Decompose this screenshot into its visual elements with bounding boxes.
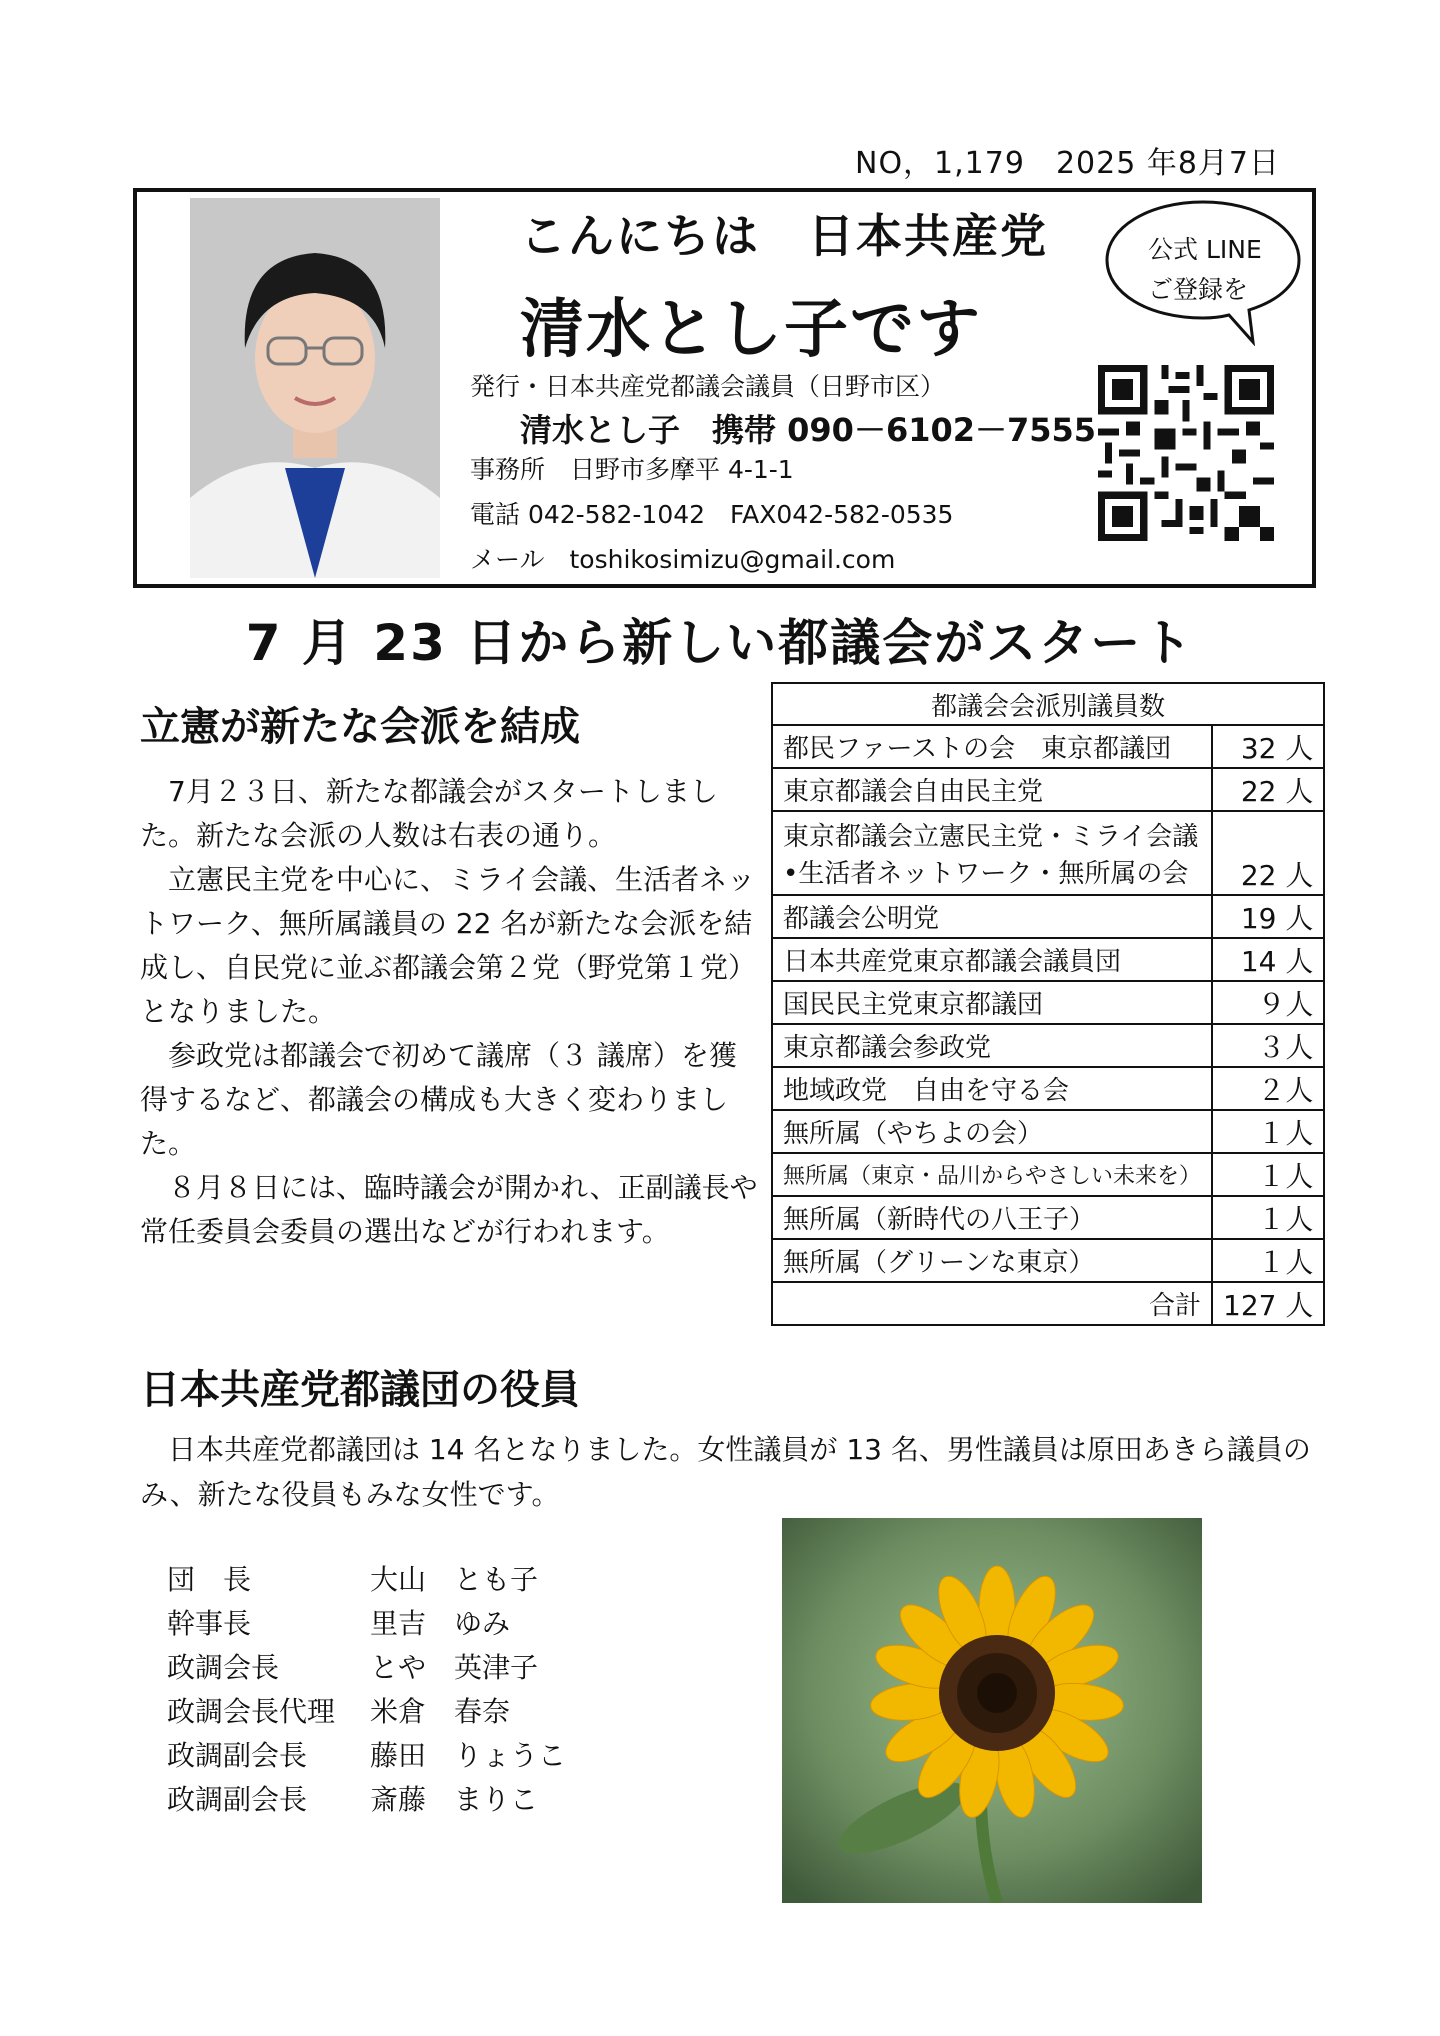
table-row	[772, 768, 1324, 811]
faction-seat-table	[771, 682, 1325, 1326]
faction-name: 日本共産党東京都議会議員団	[772, 938, 1212, 981]
table-total-row	[772, 1282, 1324, 1325]
officer-row	[167, 1734, 566, 1778]
table-row	[772, 1239, 1324, 1282]
table-row	[772, 1024, 1324, 1067]
seat-count: 32 人	[1212, 725, 1324, 768]
seat-count: 19 人	[1212, 895, 1324, 938]
officer-role: 政調会長代理	[167, 1695, 336, 1728]
email-address: メール toshikosimizu@gmail.com	[470, 545, 896, 574]
faction-name: 無所属（グリーンな東京）	[772, 1239, 1212, 1282]
officer-name: 里吉 ゆみ	[370, 1607, 511, 1640]
officer-role: 政調会長	[167, 1651, 280, 1684]
faction-name: 東京都議会自由民主党	[772, 768, 1212, 811]
seat-count: 22 人	[1212, 768, 1324, 811]
faction-name: 都民ファーストの会 東京都議団	[772, 725, 1212, 768]
faction-name-line1: 東京都議会立憲民主党・ミライ会議	[783, 822, 1199, 852]
paragraph: 立憲民主党を中心に、ミライ会議、生活者ネットワーク、無所属議員の 22 名が新たな会派を結成し、自民党に並ぶ都議会第２党（野党第１党）となりました。	[140, 863, 757, 1028]
officer-name: 大山 とも子	[370, 1563, 539, 1596]
officer-list	[167, 1558, 566, 1822]
table-row	[772, 1153, 1324, 1196]
table-title: 都議会会派別議員数	[772, 683, 1324, 725]
officer-name: 斎藤 まりこ	[370, 1783, 539, 1816]
line-bubble-line2: ご登録を	[1148, 275, 1249, 304]
seat-count: １人	[1212, 1239, 1324, 1282]
table-row	[772, 938, 1324, 981]
line-bubble-text	[1148, 230, 1262, 310]
table-row	[772, 1196, 1324, 1239]
seat-count: ２人	[1212, 1067, 1324, 1110]
faction-name: 無所属（新時代の八王子）	[772, 1196, 1212, 1239]
faction-name-multiline	[772, 811, 1212, 895]
seat-count: 22 人	[1212, 811, 1324, 895]
seat-count: １人	[1212, 1110, 1324, 1153]
total-label: 合計	[772, 1282, 1212, 1325]
seat-count: ３人	[1212, 1024, 1324, 1067]
seat-count: １人	[1212, 1153, 1324, 1196]
sunflower-photo	[782, 1518, 1202, 1903]
faction-name: 地域政党 自由を守る会	[772, 1067, 1212, 1110]
table-row	[772, 811, 1324, 895]
page-title: 清水とし子です	[520, 293, 982, 367]
total-count: 127 人	[1212, 1282, 1324, 1325]
paragraph: 参政党は都議会で初めて議席（３ 議席）を獲得するなど、都議会の構成も大きく変わりました。	[140, 1039, 737, 1160]
table-row	[772, 895, 1324, 938]
faction-name: 無所属（やちよの会）	[772, 1110, 1212, 1153]
table-row	[772, 1067, 1324, 1110]
seat-count: ９人	[1212, 981, 1324, 1024]
table-row	[772, 1110, 1324, 1153]
officer-role: 団 長	[167, 1563, 252, 1596]
table-header-row	[772, 683, 1324, 725]
officer-row	[167, 1690, 566, 1734]
section-body-officers: 日本共産党都議団は 14 名となりました。女性議員が 13 名、男性議員は原田あきら議員のみ、新たな役員もみな女性です。	[140, 1433, 1311, 1511]
line-bubble-line1: 公式 LINE	[1148, 235, 1262, 264]
officer-role: 幹事長	[167, 1607, 252, 1640]
mobile-line: 清水とし子 携帯 090－6102－7555	[520, 411, 1097, 449]
faction-name: 都議会公明党	[772, 895, 1212, 938]
section-heading-faction: 立憲が新たな会派を結成	[140, 704, 580, 750]
officer-name: 藤田 りょうこ	[370, 1739, 567, 1772]
section-body-faction	[140, 770, 760, 1254]
officer-row	[167, 1602, 566, 1646]
officer-name: 米倉 春奈	[370, 1695, 511, 1728]
section-heading-officers: 日本共産党都議団の役員	[140, 1367, 580, 1413]
greeting: こんにちは 日本共産党	[520, 209, 1048, 263]
portrait-photo	[190, 198, 440, 578]
main-headline: 7 月 23 日から新しい都議会がスタート	[245, 614, 1195, 672]
publisher-line: 発行・日本共産党都議会議員（日野市区）	[470, 372, 946, 401]
table-row	[772, 981, 1324, 1024]
officer-row	[167, 1558, 566, 1602]
faction-name-line2: •生活者ネットワーク・無所属の会	[783, 859, 1189, 889]
officer-role: 政調副会長	[167, 1739, 308, 1772]
phone-fax: 電話 042-582-1042 FAX042-582-0535	[470, 500, 954, 529]
qr-code-icon[interactable]	[1098, 365, 1274, 541]
officer-row	[167, 1778, 566, 1822]
officer-role: 政調副会長	[167, 1783, 308, 1816]
faction-name: 東京都議会参政党	[772, 1024, 1212, 1067]
office-address: 事務所 日野市多摩平 4-1-1	[470, 455, 794, 484]
faction-name: 国民民主党東京都議団	[772, 981, 1212, 1024]
issue-number-date: NO，1,179 2025 年8月7日	[855, 146, 1280, 181]
table-row	[772, 725, 1324, 768]
officer-row	[167, 1646, 566, 1690]
officer-name: とや 英津子	[370, 1651, 539, 1684]
seat-count: 14 人	[1212, 938, 1324, 981]
faction-name: 無所属（東京・品川からやさしい未来を）	[772, 1153, 1212, 1196]
seat-count: １人	[1212, 1196, 1324, 1239]
paragraph: 7月２３日、新たな都議会がスタートしました。新たな会派の人数は右表の通り。	[140, 775, 718, 852]
paragraph: ８月８日には、臨時議会が開かれ、正副議長や常任委員会委員の選出などが行われます。	[140, 1171, 758, 1248]
